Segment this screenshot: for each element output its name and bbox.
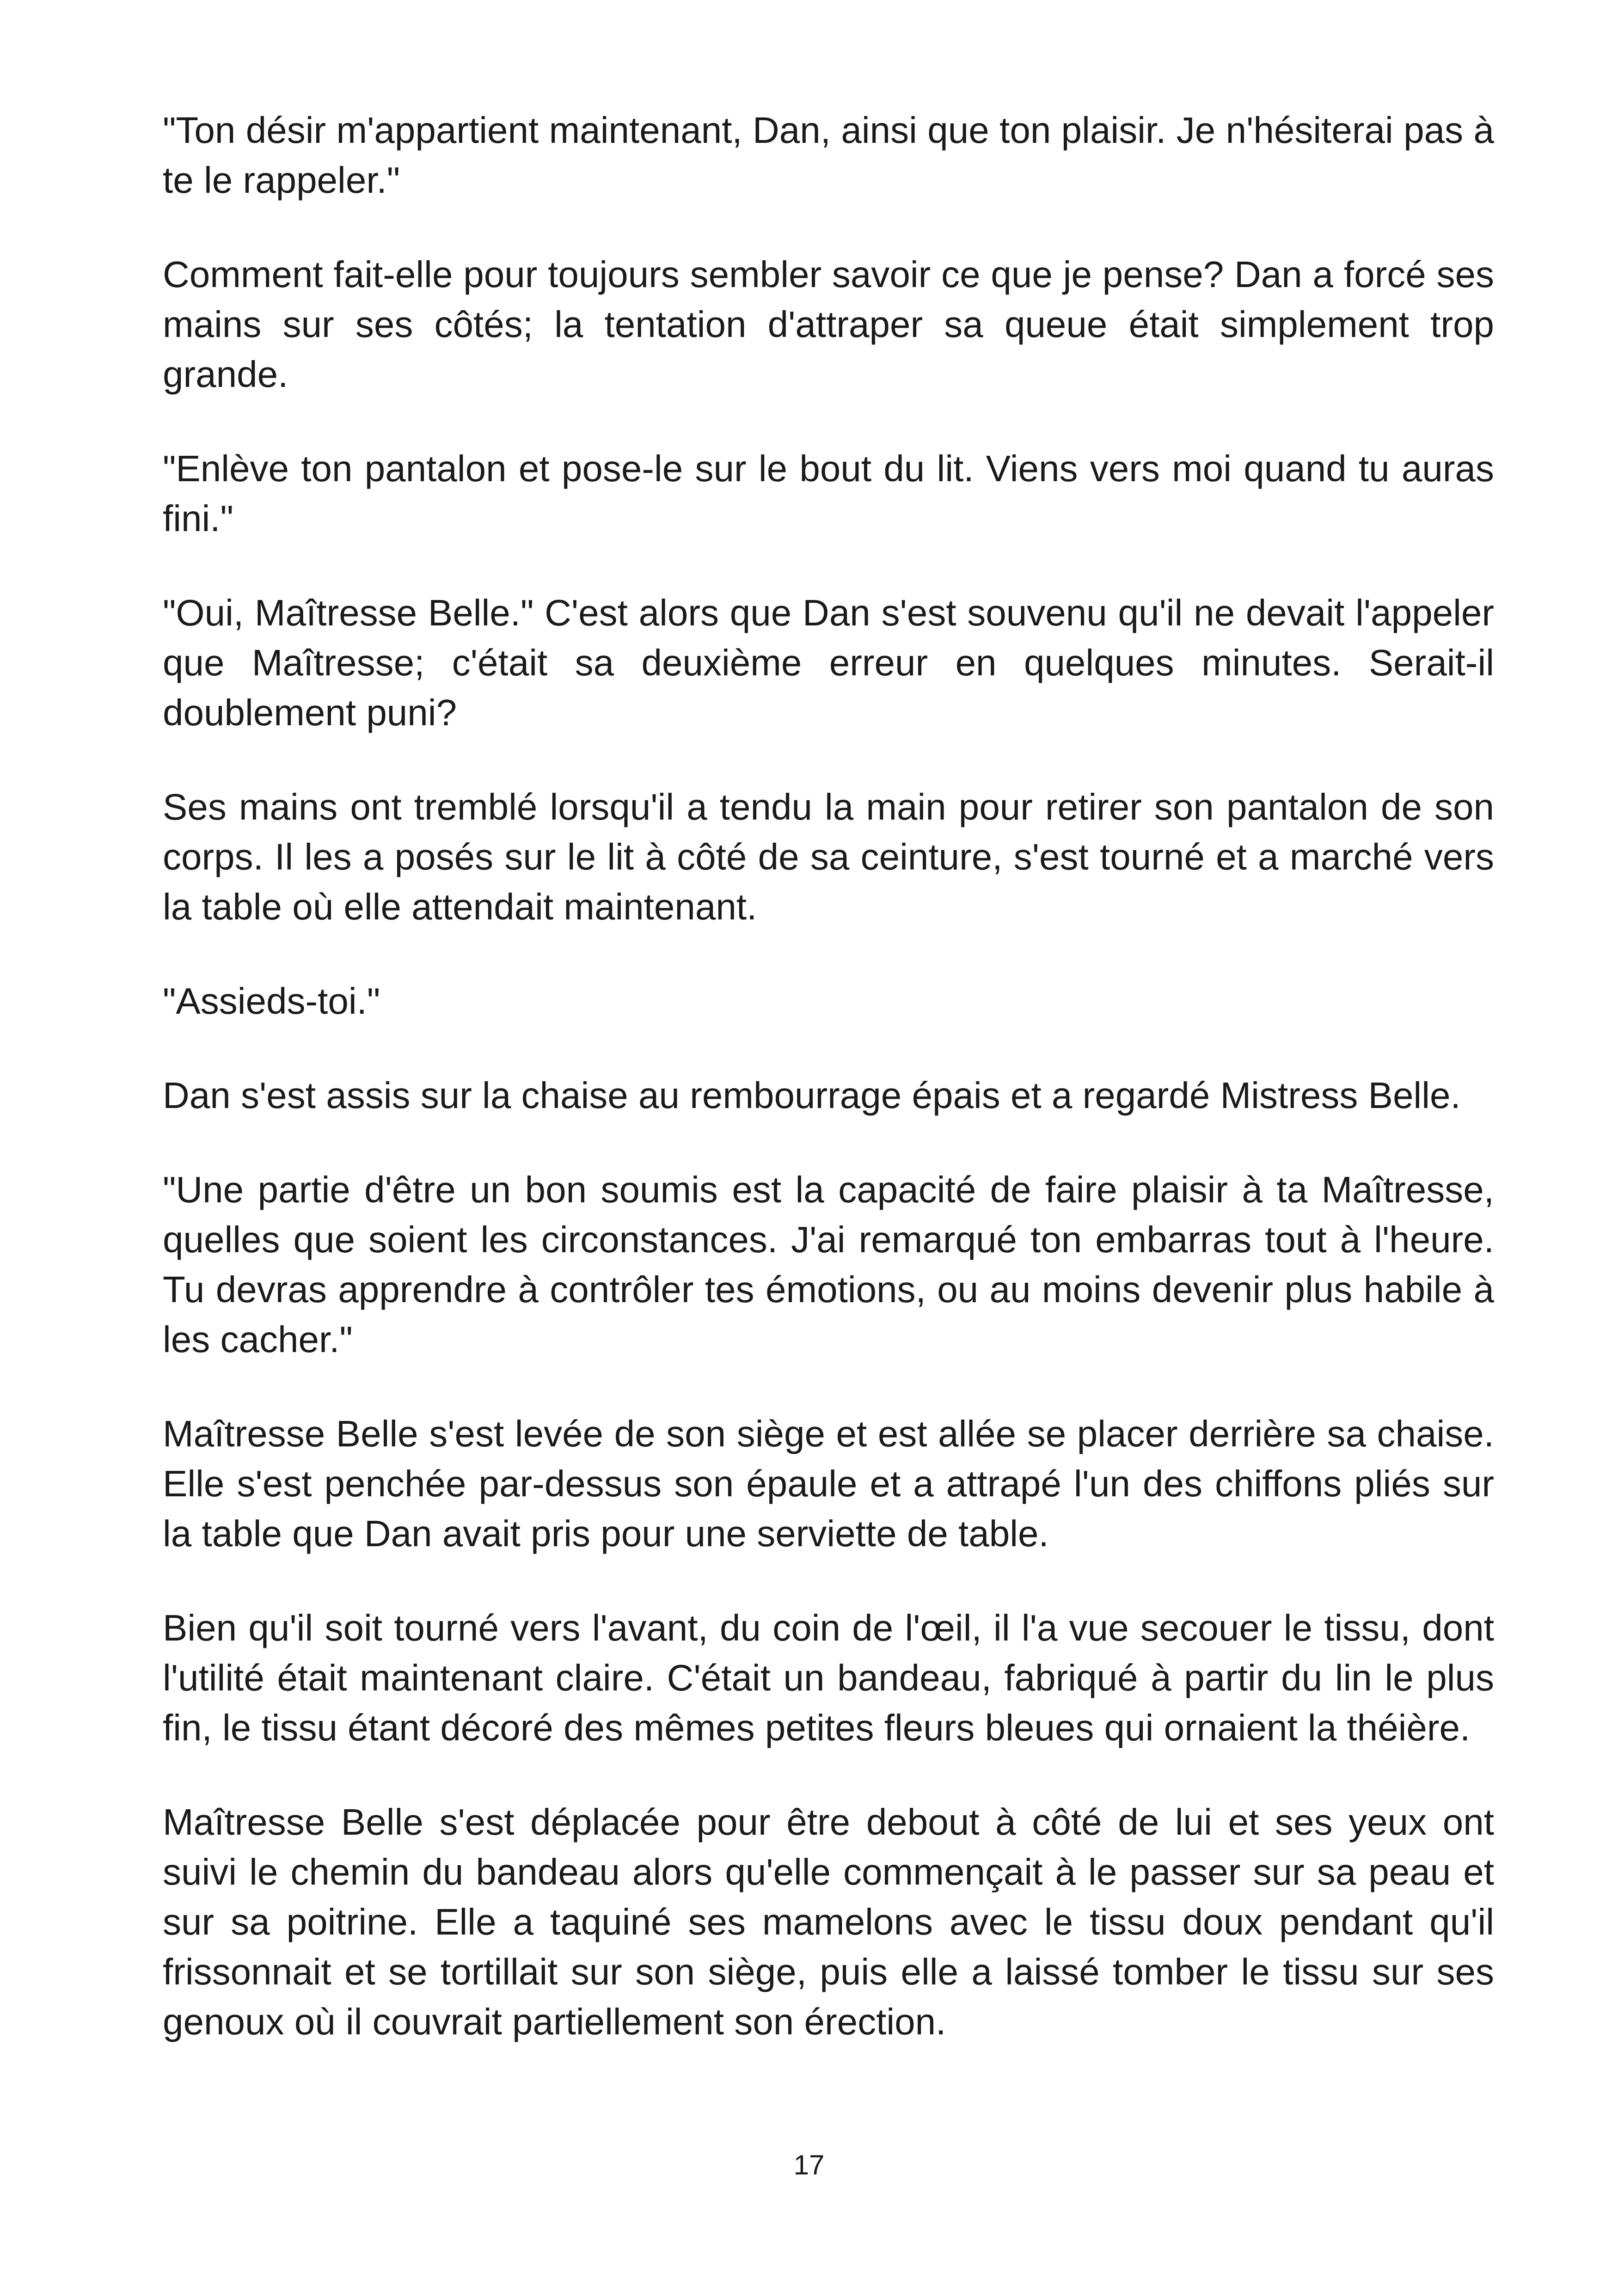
paragraph-7: Dan s'est assis sur la chaise au rembourrage épais et a regardé Mistress Belle. (163, 1075, 1461, 1116)
paragraph-5: Ses mains ont tremblé lorsqu'il a tendu la main pour retirer son pantalon de son corps. Il les a posés sur le lit à côté de sa ceinture, s'est tourné et a marché vers la table où elle attendait maintenant. (163, 786, 1494, 927)
paragraph-1: "Ton désir m'appartient maintenant, Dan, ainsi que ton plaisir. Je n'hésiterai pas à te le rappeler." (163, 110, 1494, 201)
page-number: 17 (793, 2149, 825, 2180)
paragraph-11: Maîtresse Belle s'est déplacée pour être debout à côté de lui et ses yeux ont suivi le chemin du bandeau alors qu'elle commençait à le passer sur sa peau et sur sa poitrine. Elle a taquiné ses mamelons avec le tissu doux pendant qu'il frissonnait et se tortillait sur son siège, puis elle a laissé tomber le tissu sur ses genoux où il couvrait partiellement son érection. (163, 1801, 1494, 2042)
paragraph-3: "Enlève ton pantalon et pose-le sur le bout du lit. Viens vers moi quand tu auras fini." (163, 448, 1494, 539)
paragraph-2: Comment fait-elle pour toujours sembler savoir ce que je pense? Dan a forcé ses mains sur ses côtés; la tentation d'attraper sa queue était simplement trop grande. (163, 254, 1494, 395)
paragraph-4: "Oui, Maîtresse Belle." C'est alors que Dan s'est souvenu qu'il ne devait l'appeler que Maîtresse; c'était sa deuxième erreur en quelques minutes. Serait-il doublement puni? (163, 592, 1494, 733)
body-text (163, 105, 1494, 2091)
paragraph-8: "Une partie d'être un bon soumis est la capacité de faire plaisir à ta Maîtresse, quelles que soient les circonstances. J'ai remarqué ton embarras tout à l'heure. Tu devras apprendre à contrôler tes émotions, ou au moins devenir plus habile à les cacher." (163, 1169, 1494, 1360)
paragraph-9: Maîtresse Belle s'est levée de son siège et est allée se placer derrière sa chaise. Elle s'est penchée par-dessus son épaule et a attrapé l'un des chiffons pliés sur la table que Dan avait pris pour une serviette de table. (163, 1413, 1494, 1554)
paragraph-10: Bien qu'il soit tourné vers l'avant, du coin de l'œil, il l'a vue secouer le tissu, dont l'utilité était maintenant claire. C'était un bandeau, fabriqué à partir du lin le plus fin, le tissu étant décoré des mêmes petites fleurs bleues qui ornaient la théière. (163, 1607, 1494, 1748)
paragraph-6: "Assieds-toi." (163, 980, 380, 1022)
